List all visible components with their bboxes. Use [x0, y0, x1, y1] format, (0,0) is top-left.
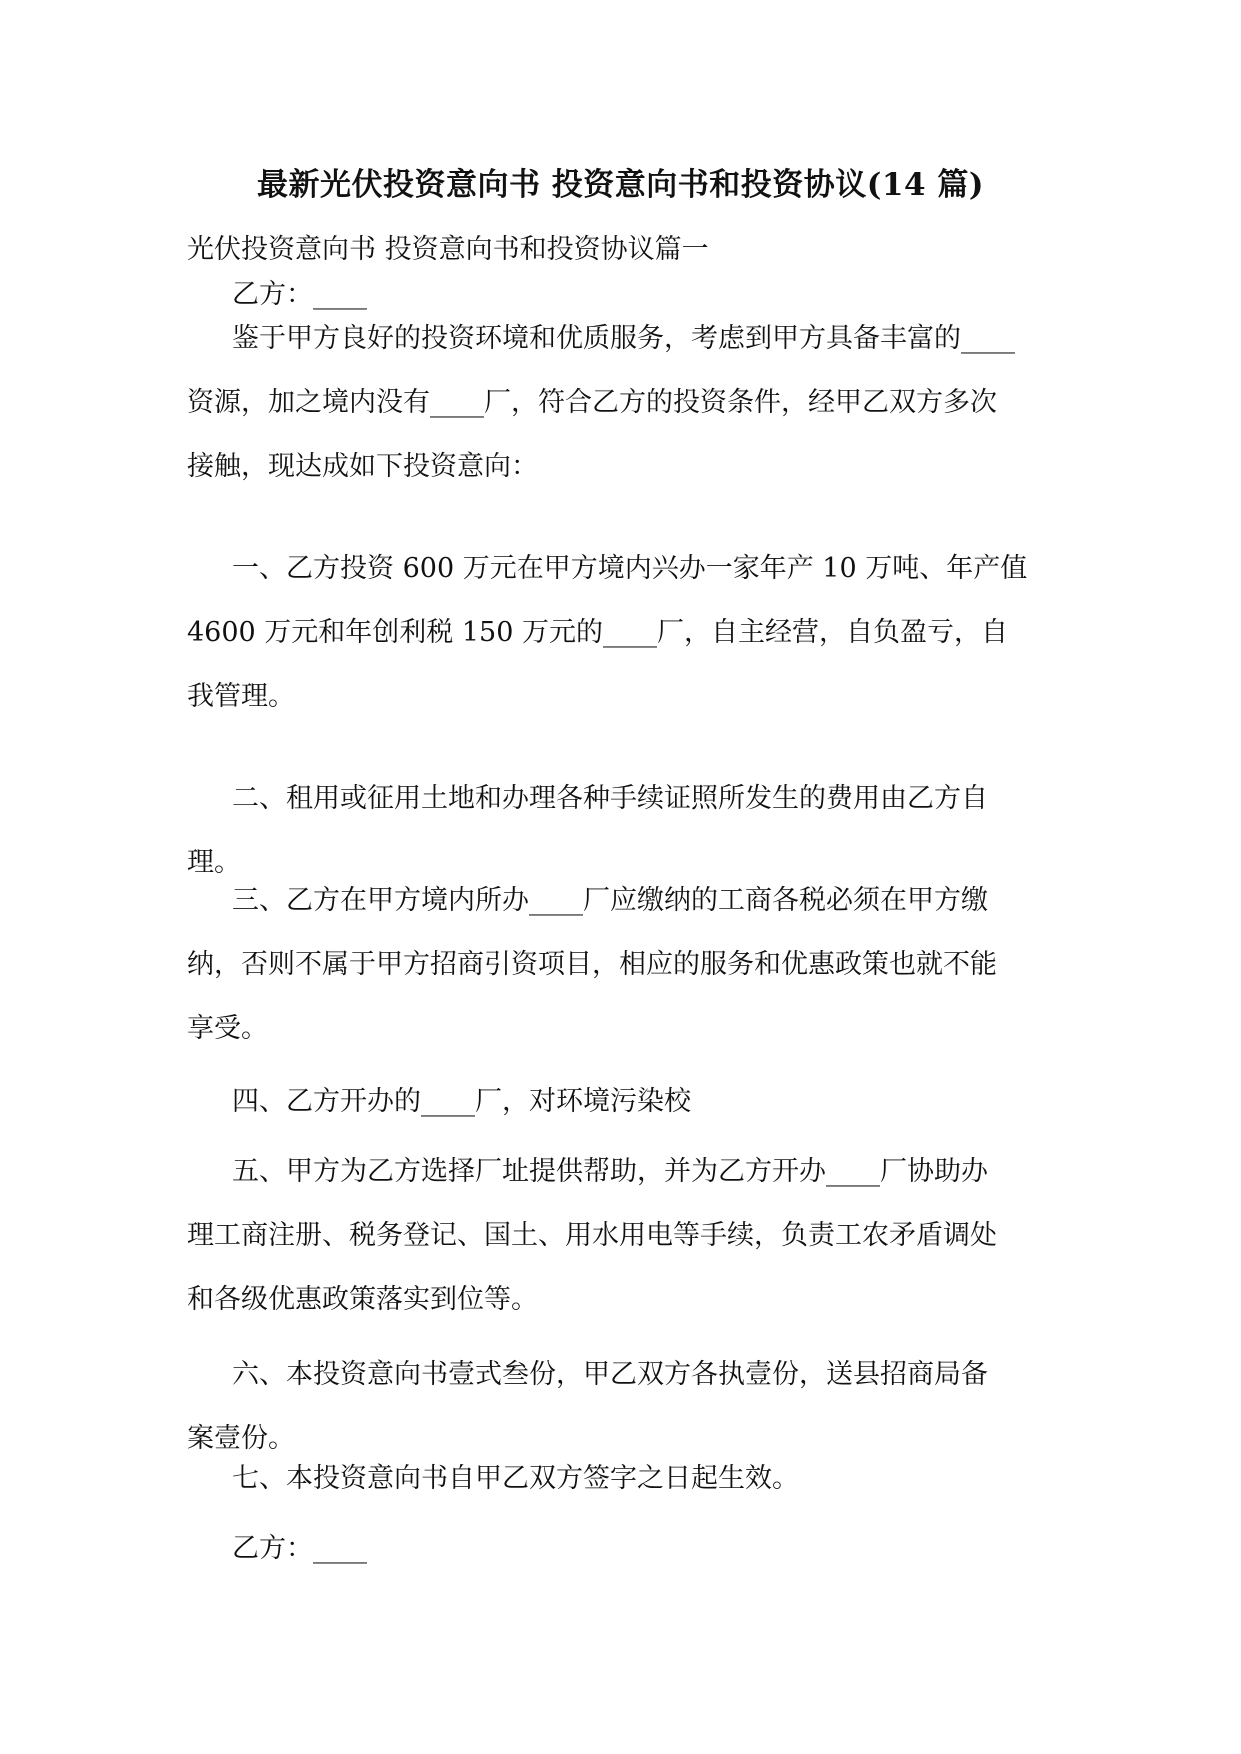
intro-paragraph	[187, 307, 1067, 499]
document-title: 最新光伏投资意向书 投资意向书和投资协议(14 篇)	[256, 167, 985, 203]
paragraph-line: 理。	[187, 847, 241, 878]
paragraph-line: 鉴于甲方良好的投资环境和优质服务，考虑到甲方具备丰富的____	[232, 323, 1015, 354]
paragraph-line: 四、乙方开办的____厂，对环境污染校	[232, 1086, 691, 1117]
paragraph-line: 五、甲方为乙方选择厂址提供帮助，并为乙方开办____厂协助办	[232, 1156, 988, 1187]
paragraph-line: 4600 万元和年创利税 150 万元的____厂，自主经营，自负盈亏，自	[187, 617, 1008, 648]
paragraph-line: 乙方：____	[232, 279, 367, 310]
paragraph-line: 和各级优惠政策落实到位等。	[187, 1284, 538, 1315]
paragraph-line: 三、乙方在甲方境内所办____厂应缴纳的工商各税必须在甲方缴	[232, 885, 988, 916]
clause-4-paragraph	[187, 1070, 1067, 1134]
paragraph-line: 资源，加之境内没有____厂，符合乙方的投资条件，经甲乙双方多次	[187, 387, 997, 418]
paragraph-line: 理工商注册、税务登记、国土、用水用电等手续，负责工农矛盾调处	[187, 1220, 997, 1251]
clause-1-paragraph	[187, 537, 1067, 729]
clause-5-paragraph	[187, 1140, 1067, 1332]
section-heading: 光伏投资意向书 投资意向书和投资协议篇一	[187, 234, 709, 265]
paragraph-line: 案壹份。	[187, 1423, 295, 1454]
paragraph-line: 一、乙方投资 600 万元在甲方境内兴办一家年产 10 万吨、年产值	[232, 553, 1028, 584]
party-b-line-bottom	[187, 1517, 1067, 1581]
paragraph-line: 六、本投资意向书壹式叁份，甲乙双方各执壹份，送县招商局备	[232, 1359, 988, 1390]
paragraph-line: 二、租用或征用土地和办理各种手续证照所发生的费用由乙方自	[232, 783, 988, 814]
paragraph-line: 乙方：____	[232, 1533, 367, 1564]
paragraph-line: 七、本投资意向书自甲乙双方签字之日起生效。	[232, 1463, 799, 1494]
paragraph-line: 接触，现达成如下投资意向：	[187, 451, 538, 482]
paragraph-line: 我管理。	[187, 681, 295, 712]
paragraph-line: 享受。	[187, 1013, 268, 1044]
clause-3-paragraph	[187, 869, 1067, 1061]
clause-7-paragraph	[187, 1447, 1067, 1511]
paragraph-line: 纳，否则不属于甲方招商引资项目，相应的服务和优惠政策也就不能	[187, 949, 997, 980]
